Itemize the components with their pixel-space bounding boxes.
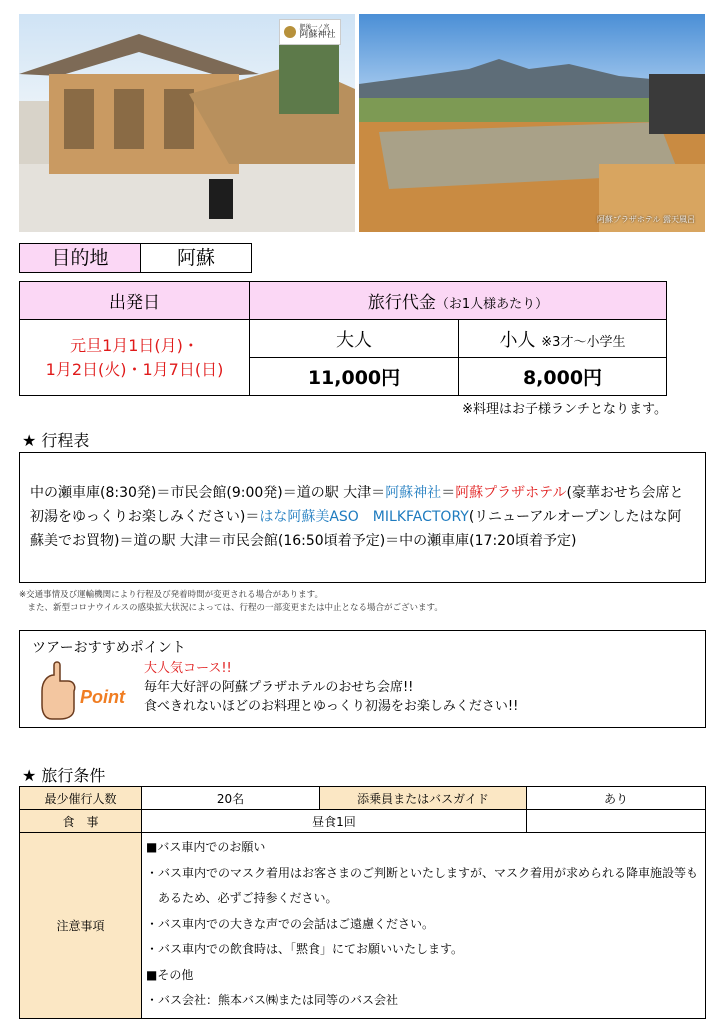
warning-line-2: また、新型コロナウイルスの感染拡大状況によっては、行程の一部変更または中止となる場合がございます。 xyxy=(19,603,443,613)
child-note: ※3才～小学生 xyxy=(541,334,626,350)
child-label-cell xyxy=(459,320,667,358)
warning-line-1: ※交通事情及び運輸機関により行程及び発着時間が変更される場合があります。 xyxy=(19,590,323,600)
recommend-line-1: 大人気コース!! xyxy=(144,661,232,676)
notes-label: 注意事項 xyxy=(20,833,142,1019)
itinerary-box xyxy=(19,452,706,583)
itinerary-text-1: 中の瀬車庫(8:30発)＝市民会館(9:00発)＝道の駅 大津＝ xyxy=(30,485,386,501)
notes-line: あるため、必ずご持参ください。 xyxy=(146,891,338,905)
notes-line: ・バス会社：熊本バス㈱または同等のバス会社 xyxy=(146,993,399,1007)
shrine-logo xyxy=(279,19,341,45)
itinerary-milkfactory: はな阿蘇美ASO MILKFACTORY xyxy=(259,509,469,525)
itinerary-aso-shrine: 阿蘇神社 xyxy=(385,485,442,501)
child-price: 8,000円 xyxy=(459,358,667,396)
adult-price: 11,000円 xyxy=(250,358,459,396)
fee-header xyxy=(250,282,667,320)
itinerary-hotel: 阿蘇プラザホテル xyxy=(455,485,567,501)
shrine-photo xyxy=(19,14,355,232)
conditions-table xyxy=(19,786,706,1019)
fee-header-text: 旅行代金 xyxy=(367,293,436,313)
meal-value: 昼食1回 xyxy=(142,810,527,833)
min-participants-label: 最少催行人数 xyxy=(20,787,142,810)
notes-line: ・バス車内での大きな声での会話はご遠慮ください。 xyxy=(146,916,435,931)
recommend-box xyxy=(19,630,706,728)
notes-cell xyxy=(142,833,706,1019)
hotel-bath-photo xyxy=(359,14,705,232)
recommend-line-2: 毎年大好評の阿蘇プラザホテルのおせち会席!! xyxy=(144,680,414,695)
notes-line: ■その他 xyxy=(146,967,194,982)
child-label: 小人 xyxy=(499,329,536,351)
meal-label: 食 事 xyxy=(20,810,142,833)
departure-dates xyxy=(20,320,250,396)
conditions-title: ★ 旅行条件 xyxy=(22,766,106,785)
dates-line-1: 元旦1月1日(月)・ xyxy=(70,335,199,355)
meal-empty-cell xyxy=(527,810,706,833)
itinerary-title: ★ 行程表 xyxy=(22,431,90,450)
recommend-title: ツアーおすすめポイント xyxy=(32,640,186,656)
notes-line: ・バス車内での飲食時は、「黙食」にてお願いいたします。 xyxy=(146,942,464,956)
notes-line: ■バス車内でのお願い xyxy=(146,840,266,854)
itinerary-text-4: (リニューアルオープンしたはな阿蘇美でお買物)＝道の駅 大津＝市民会館(16:50頃着予定)＝中の瀬車庫(17:20頃着予定) xyxy=(30,509,682,549)
recommend-line-3: 食べきれないほどのお料理とゆっくり初湯をお楽しみください!! xyxy=(144,699,519,714)
fee-header-note: （お1人様あたり） xyxy=(435,297,549,312)
pointing-hand-icon xyxy=(34,661,144,721)
min-participants-value: 20名 xyxy=(142,787,320,810)
recommend-text xyxy=(144,659,518,716)
destination-value: 阿蘇 xyxy=(176,247,215,269)
bath-caption: 阿蘇プラザホテル 露天風呂 xyxy=(596,215,695,224)
guide-value: あり xyxy=(527,787,706,810)
shrine-crest-icon xyxy=(284,26,296,38)
destination-box xyxy=(19,243,252,273)
price-table xyxy=(19,281,667,396)
itinerary-text-3: (豪華おせち会席と初湯をゆっくりお楽しみください)＝ xyxy=(30,485,684,525)
dates-line-2: 1月2日(火)・1月7日(日) xyxy=(45,359,224,379)
itinerary-text-2: ＝ xyxy=(441,485,456,501)
price-footnote: ※料理はお子様ランチとなります。 xyxy=(462,402,667,417)
destination-label: 目的地 xyxy=(20,244,141,272)
departure-header: 出発日 xyxy=(20,282,250,320)
adult-label: 大人 xyxy=(250,320,459,358)
shrine-logo-sub: 肥後一ノ宮 xyxy=(299,23,330,31)
point-badge-text: Point xyxy=(80,687,125,707)
guide-label: 添乗員またはバスガイド xyxy=(320,787,527,810)
notes-line: ・バス車内でのマスク着用はお客さまのご判断といたしますが、マスク着用が求められる降車施設等も xyxy=(146,865,699,880)
shrine-logo-text: 阿蘇神社 xyxy=(299,29,336,40)
